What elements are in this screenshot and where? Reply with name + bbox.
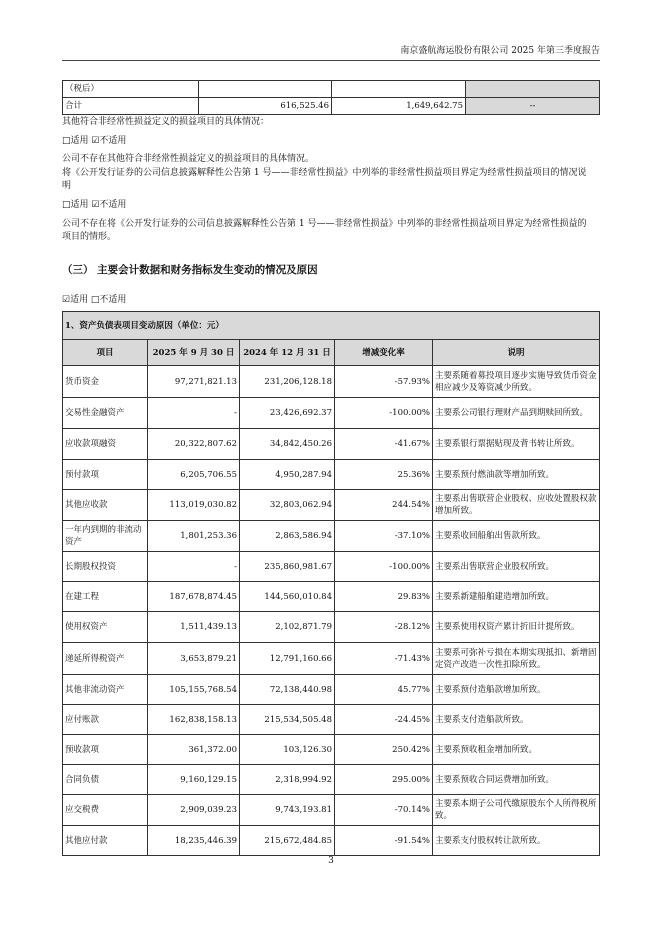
change-rate: -100.00% xyxy=(335,552,433,582)
applicability-note: □适用 ☑不适用 xyxy=(62,200,127,210)
value-2024-12-31: 2,863,586.94 xyxy=(240,521,335,552)
change-rate: -28.12% xyxy=(335,612,433,643)
value-2025-09-30: 1,801,253.36 xyxy=(148,521,240,552)
row-label: 合计 xyxy=(63,98,199,115)
paragraph: 公司不存在将《公开发行证券的公司信息披露解释性公告第 1 号——非经常性损益》中列举的非经常性损益项目界定为经常性损益的项目的情形。 xyxy=(62,219,587,242)
change-reason: 主要系预收合同运费增加所致。 xyxy=(433,765,600,795)
table-row xyxy=(63,675,600,705)
row-label: （税后） xyxy=(63,81,199,98)
row-item: 交易性金融资产 xyxy=(63,398,148,429)
table-row xyxy=(63,81,600,98)
value-2024-12-31: 215,534,505.48 xyxy=(240,705,335,735)
change-reason: 主要系银行票据贴现及背书转让所致。 xyxy=(433,429,600,460)
cell-value: 1,649,642.75 xyxy=(332,98,466,115)
row-item: 货币资金 xyxy=(63,366,148,398)
change-rate: -57.93% xyxy=(335,366,433,398)
table-caption: 1、资产负债表项目变动原因（单位：元） xyxy=(63,312,600,340)
column-header: 项目 xyxy=(63,340,148,366)
change-rate: 29.83% xyxy=(335,582,433,612)
change-rate: 45.77% xyxy=(335,675,433,705)
cell-value xyxy=(466,81,600,98)
table-row xyxy=(63,735,600,765)
row-item: 一年内到期的非流动资产 xyxy=(63,521,148,552)
value-2025-09-30: 2,909,039.23 xyxy=(148,795,240,826)
value-2025-09-30: 105,155,768.54 xyxy=(148,675,240,705)
value-2024-12-31: 103,126.30 xyxy=(240,735,335,765)
change-rate: 250.42% xyxy=(335,735,433,765)
page-header: 南京盛航海运股份有限公司 2025 年第三季度报告 xyxy=(62,44,600,61)
cell-value: -- xyxy=(466,98,600,115)
row-item: 在建工程 xyxy=(63,582,148,612)
applicability-note: □适用 ☑不适用 xyxy=(62,136,127,146)
row-item: 预收款项 xyxy=(63,735,148,765)
value-2025-09-30: 1,511,439.13 xyxy=(148,612,240,643)
row-item: 应付账款 xyxy=(63,705,148,735)
value-2024-12-31: 231,206,128.18 xyxy=(240,366,335,398)
value-2025-09-30: 20,322,807.62 xyxy=(148,429,240,460)
paragraph: 将《公开发行证券的公司信息披露解释性公告第 1 号——非经常性损益》中列举的非经常性损益项目界定为经常性损益项目的情况说明 xyxy=(62,168,587,191)
value-2024-12-31: 72,138,440.98 xyxy=(240,675,335,705)
table-row xyxy=(63,552,600,582)
value-2025-09-30: 97,271,821.13 xyxy=(148,366,240,398)
table-row xyxy=(63,795,600,826)
change-rate: 295.00% xyxy=(335,765,433,795)
cell-value: 616,525.46 xyxy=(199,98,332,115)
change-reason: 主要系支付股权转让款所致。 xyxy=(433,826,600,856)
value-2025-09-30: 3,653,879.21 xyxy=(148,643,240,675)
column-header: 2025 年 9 月 30 日 xyxy=(148,340,240,366)
change-rate: -91.54% xyxy=(335,826,433,856)
table-row xyxy=(63,705,600,735)
value-2025-09-30: 6,205,706.55 xyxy=(148,460,240,490)
value-2024-12-31: 12,791,160.66 xyxy=(240,643,335,675)
table-row xyxy=(63,643,600,675)
change-rate: 25.36% xyxy=(335,460,433,490)
table-row xyxy=(63,612,600,643)
change-reason: 主要系预收租金增加所致。 xyxy=(433,735,600,765)
change-reason: 主要系预付燃油款等增加所致。 xyxy=(433,460,600,490)
row-item: 其他应付款 xyxy=(63,826,148,856)
value-2024-12-31: 23,426,692.37 xyxy=(240,398,335,429)
value-2024-12-31: 2,318,994.92 xyxy=(240,765,335,795)
change-reason: 主要系使用权资产累计折旧计提所致。 xyxy=(433,612,600,643)
column-header: 2024 年 12 月 31 日 xyxy=(240,340,335,366)
table-row xyxy=(63,460,600,490)
table-row xyxy=(63,366,600,398)
change-reason: 主要系本期子公司代缴原股东个人所得税所致。 xyxy=(433,795,600,826)
column-header: 说明 xyxy=(433,340,600,366)
table-row xyxy=(63,826,600,856)
section-title: （三） 主要会计数据和财务指标发生变动的情况及原因 xyxy=(62,264,318,276)
change-reason: 主要系出售联营企业股权所致。 xyxy=(433,552,600,582)
applicability-note: ☑适用 □不适用 xyxy=(62,295,127,305)
table-row xyxy=(63,429,600,460)
value-2025-09-30: - xyxy=(148,552,240,582)
page-number: 3 xyxy=(328,856,334,866)
change-reason: 主要系收回船舶出售款所致。 xyxy=(433,521,600,552)
change-reason: 主要系新建船舶建造增加所致。 xyxy=(433,582,600,612)
value-2024-12-31: 4,950,287.94 xyxy=(240,460,335,490)
row-item: 递延所得税资产 xyxy=(63,643,148,675)
value-2024-12-31: 9,743,193.81 xyxy=(240,795,335,826)
row-item: 使用权资产 xyxy=(63,612,148,643)
row-item: 合同负债 xyxy=(63,765,148,795)
value-2025-09-30: 162,838,158.13 xyxy=(148,705,240,735)
column-header: 增减变化率 xyxy=(335,340,433,366)
table-header-row xyxy=(63,340,600,366)
value-2024-12-31: 235,860,981.67 xyxy=(240,552,335,582)
cell-value xyxy=(332,81,466,98)
table-row xyxy=(63,521,600,552)
value-2025-09-30: 187,678,874.45 xyxy=(148,582,240,612)
value-2025-09-30: 361,372.00 xyxy=(148,735,240,765)
change-rate: -24.45% xyxy=(335,705,433,735)
row-item: 其他应收款 xyxy=(63,490,148,521)
balance-sheet-change-table xyxy=(62,311,600,856)
row-item: 其他非流动资产 xyxy=(63,675,148,705)
paragraph: 其他符合非经常性损益定义的损益项目的具体情况： xyxy=(62,117,270,127)
change-reason: 主要系预付造船款增加所致。 xyxy=(433,675,600,705)
change-rate: -37.10% xyxy=(335,521,433,552)
paragraph: 公司不存在其他符合非经常性损益定义的损益项目的具体情况。 xyxy=(62,154,315,164)
value-2024-12-31: 144,560,010.84 xyxy=(240,582,335,612)
change-rate: -71.43% xyxy=(335,643,433,675)
value-2024-12-31: 2,102,871.79 xyxy=(240,612,335,643)
row-item: 应收款项融资 xyxy=(63,429,148,460)
value-2025-09-30: 9,160,129.15 xyxy=(148,765,240,795)
row-item: 应交税费 xyxy=(63,795,148,826)
row-item: 预付款项 xyxy=(63,460,148,490)
non-recurring-summary-table xyxy=(62,80,600,115)
value-2025-09-30: 18,235,446.39 xyxy=(148,826,240,856)
change-reason: 主要系可弥补亏损在本期实现抵扣、新增固定资产改造一次性扣除所致。 xyxy=(433,643,600,675)
value-2024-12-31: 32,803,062.94 xyxy=(240,490,335,521)
value-2024-12-31: 215,672,484.85 xyxy=(240,826,335,856)
table-row xyxy=(63,765,600,795)
change-reason: 主要系随着募投项目逐步实施导致货币资金相应减少及筹资减少所致。 xyxy=(433,366,600,398)
value-2024-12-31: 34,842,450.26 xyxy=(240,429,335,460)
change-reason: 主要系公司银行理财产品到期赎回所致。 xyxy=(433,398,600,429)
change-rate: -100.00% xyxy=(335,398,433,429)
table-row xyxy=(63,398,600,429)
cell-value xyxy=(199,81,332,98)
change-rate: 244.54% xyxy=(335,490,433,521)
row-item: 长期股权投资 xyxy=(63,552,148,582)
change-rate: -70.14% xyxy=(335,795,433,826)
table-caption-row xyxy=(63,312,600,340)
value-2025-09-30: - xyxy=(148,398,240,429)
table-row xyxy=(63,582,600,612)
table-row xyxy=(63,490,600,521)
change-rate: -41.67% xyxy=(335,429,433,460)
value-2025-09-30: 113,019,030.82 xyxy=(148,490,240,521)
table-row xyxy=(63,98,600,115)
change-reason: 主要系支付造船款所致。 xyxy=(433,705,600,735)
change-reason: 主要系出售联营企业股权、应收处置股权款增加所致。 xyxy=(433,490,600,521)
